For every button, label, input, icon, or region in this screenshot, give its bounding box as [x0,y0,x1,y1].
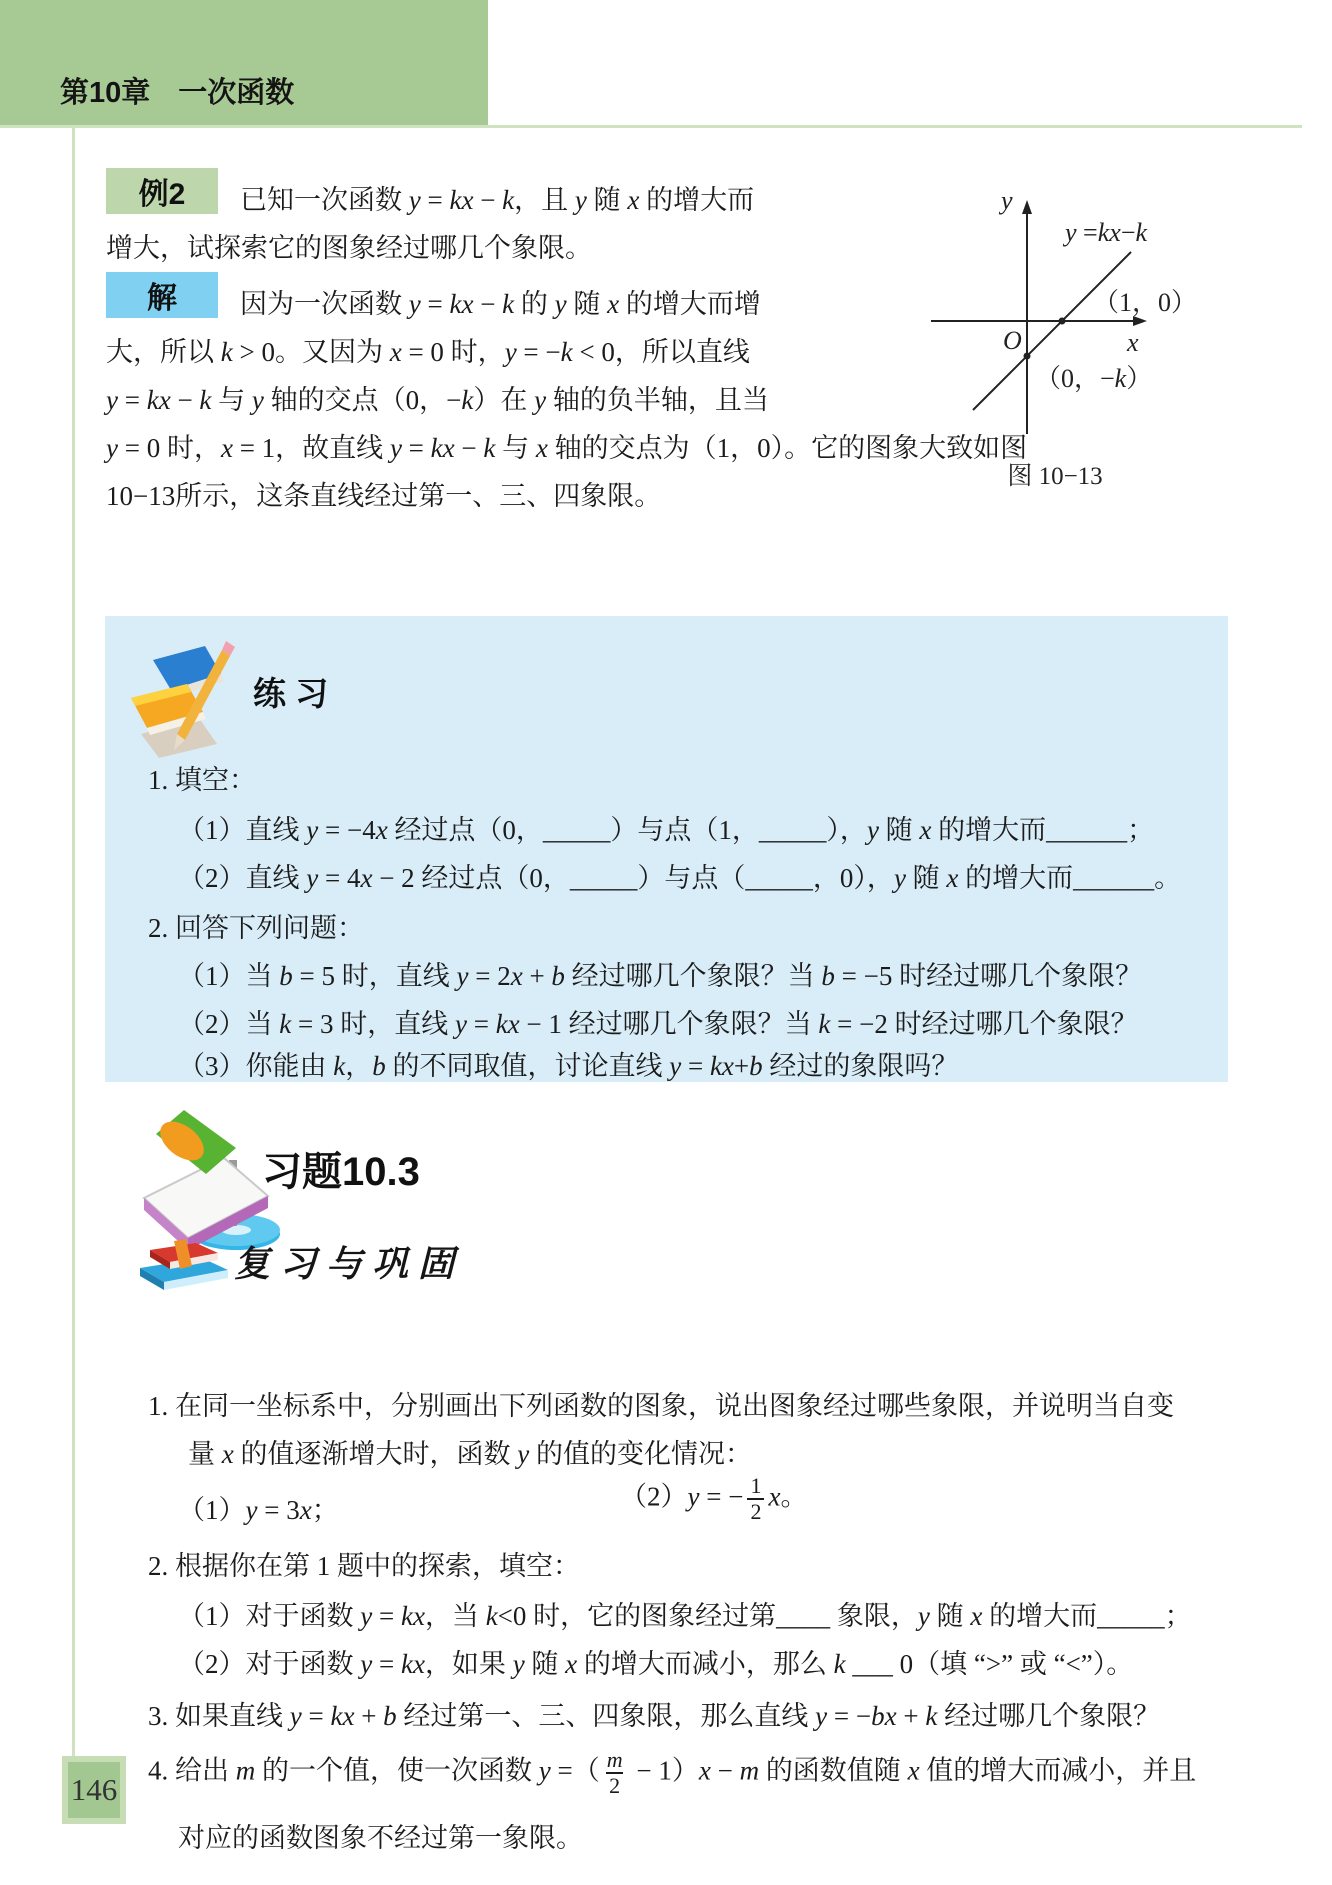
books-stack-icon [136,1236,231,1294]
x-intercept-point [1059,318,1066,325]
practice-section [105,616,1228,1082]
solution-text-line-4: y = 0 时，x = 1，故直线 y = kx − k 与 x 轴的交点为（1，0）。它的图象大致如图 [106,433,1028,463]
solution-text-line-2: 大，所以 k > 0。又因为 x = 0 时，y = −k < 0，所以直线 [106,337,750,367]
y-axis-arrow [1022,200,1032,214]
solution-text-line-1: 因为一次函数 y = kx − k 的 y 随 x 的增大而增 [240,289,761,319]
header-rule [0,125,1302,128]
figure-caption: 图 10−13 [1007,463,1103,490]
line-equation-label: y =kx−k [1065,218,1148,247]
practice-heading: 练 习 [253,675,329,712]
origin-label: O [1003,326,1022,355]
practice-row-4: 2. 回答下列问题： [148,913,364,943]
solution-text-line-3: y = kx − k 与 y 轴的交点（0，−k）在 y 轴的负半轴，且当 [106,385,769,415]
chapter-header-banner [0,0,488,127]
example-label: 例2 [106,168,218,214]
exercise-row-2a: 2. 根据你在第 1 题中的探索，填空： [148,1551,580,1581]
example-text-line-2: 增大，试探索它的图象经过哪几个象限。 [106,233,592,263]
figure-10-13 [915,158,1205,488]
exercise-row-2b: （1）对于函数 y = kx，当 k<0 时，它的图象经过第____ 象限，y 随 x 的增大而_____； [178,1601,1192,1631]
chapter-title [60,70,294,111]
exercise-row-1c: （1）y = 3x； [178,1495,339,1525]
practice-row-5: （1）当 b = 5 时，直线 y = 2x + b 经过哪几个象限？当 b = −5 时经过哪几个象限？ [178,961,1143,991]
y-axis-label: y [1001,186,1013,215]
exercise-row-1b: 量 x 的值逐渐增大时，函数 y 的值的变化情况： [188,1439,752,1469]
solution-text-line-5: 10−13所示，这条直线经过第一、三、四象限。 [106,481,662,511]
practice-row-2: （1）直线 y = −4x 经过点（0，_____）与点（1，_____），y 随 x 的增大而______； [178,815,1155,845]
chapter-number: 第10章 [60,77,151,109]
y-intercept-label: （0，−k） [1035,364,1153,393]
example-text-line-1: 已知一次函数 y = kx − k，且 y 随 x 的增大而 [240,185,755,215]
notebook-pencil-icon [125,640,255,758]
exercise-heading: 习题10.3 [262,1150,420,1194]
page-number: 146 [62,1756,126,1824]
exercise-row-1d: （2）y = − $\frac{1}{2}$ x。 [620,1473,808,1525]
practice-row-6: （2）当 k = 3 时，直线 y = kx − 1 经过哪几个象限？当 k = −2 时经过哪几个象限？ [178,1009,1138,1039]
solution-label: 解 [106,272,218,318]
exercise-row-3: 3. 如果直线 y = kx + b 经过第一、三、四象限，那么直线 y = −bx + k 经过哪几个象限？ [148,1701,1161,1731]
practice-row-3: （2）直线 y = 4x − 2 经过点（0，_____）与点（_____，0），y 随 x 的增大而______。 [178,863,1182,893]
exercise-row-1a: 1. 在同一坐标系中，分别画出下列函数的图象，说出图象经过哪些象限，并说明当自变 [148,1391,1174,1421]
exercise-row-4b: 对应的函数图象不经过第一象限。 [178,1823,583,1853]
figure-10-13-plot [915,158,1205,488]
exercise-row-4a: 4. 给出 m 的一个值，使一次函数 y =（ $\frac{m}{2}$ − 1）x − m 的函数值随 x 值的增大而减小，并且 [148,1747,1197,1799]
x-intercept-label: （1，0） [1093,288,1198,317]
chapter-name: 一次函数 [178,77,295,109]
practice-row-7: （3）你能由 k，b 的不同取值，讨论直线 y = kx+b 经过的象限吗？ [178,1051,959,1081]
review-subheading: 复习与巩固 [234,1244,465,1284]
exercise-row-2c: （2）对于函数 y = kx，如果 y 随 x 的增大而减小，那么 k ___ 0（填 “>” 或 “<”）。 [178,1649,1134,1679]
left-margin-rule [72,127,75,1757]
y-intercept-point [1024,353,1031,360]
x-axis-label: x [1127,328,1139,357]
practice-row-1: 1. 填空： [148,765,256,795]
